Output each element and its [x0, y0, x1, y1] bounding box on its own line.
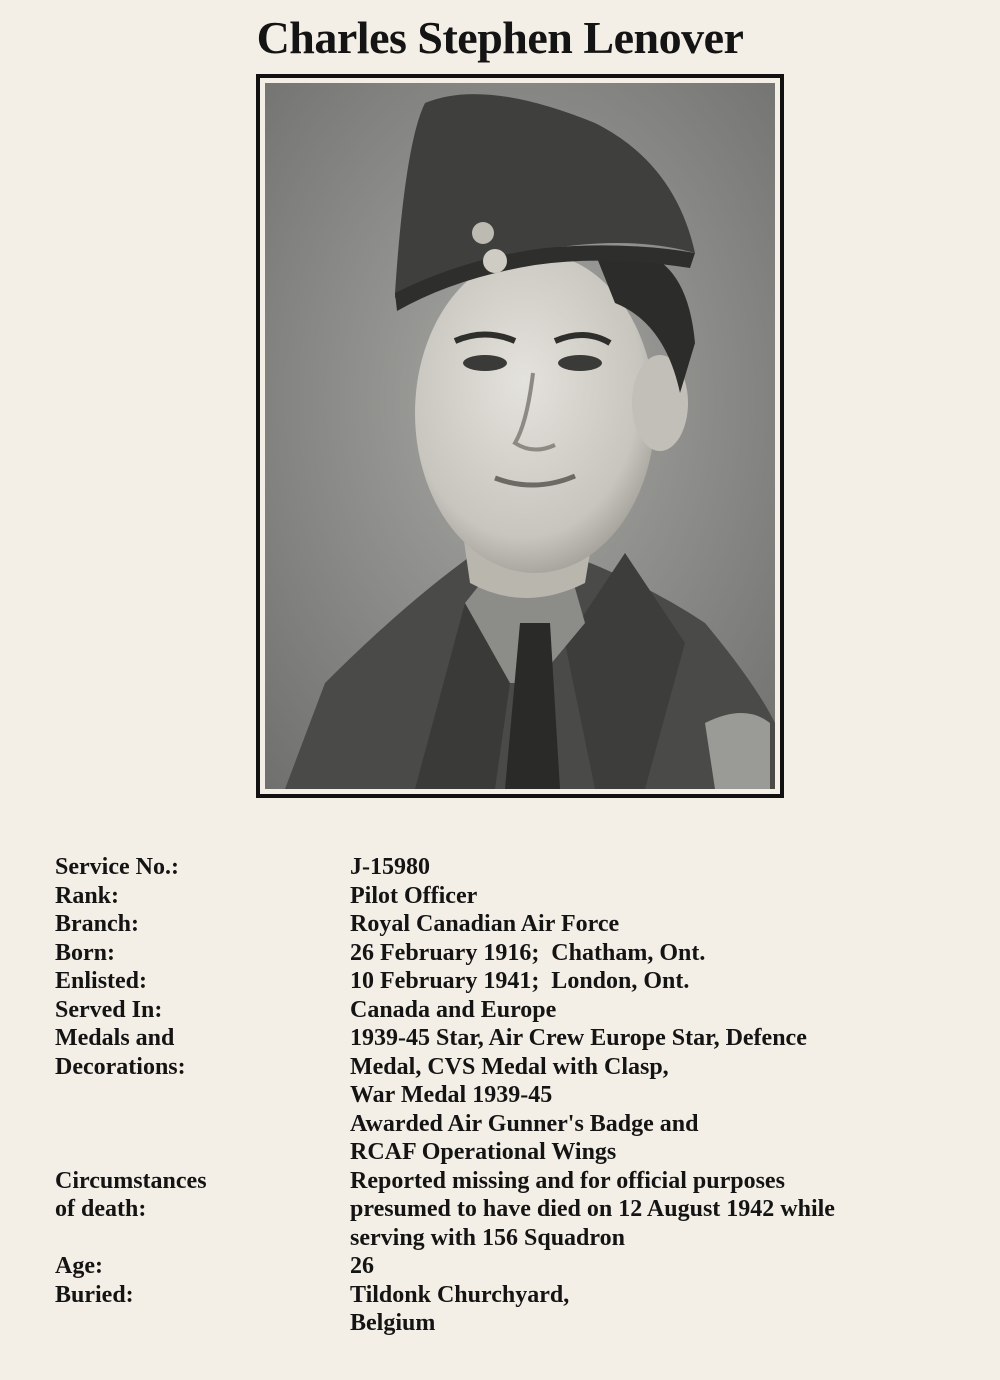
detail-row-buried: [55, 1281, 955, 1338]
detail-row-rank: [55, 882, 955, 911]
page-title: Charles Stephen Lenover: [256, 12, 744, 63]
detail-value: J-15980: [350, 854, 430, 880]
portrait-photo: [265, 83, 775, 789]
service-details: [55, 853, 955, 1338]
detail-label: Medals and Decorations:: [55, 1025, 186, 1080]
detail-row-served-in: [55, 996, 955, 1025]
detail-label: Service No.:: [55, 854, 179, 880]
detail-row-circumstances: [55, 1167, 955, 1253]
detail-label: Born:: [55, 939, 115, 966]
detail-row-age: [55, 1252, 955, 1281]
detail-value: Reported missing and for official purposes presumed to have died on 12 August 1942 while serving with 156 Squadron: [350, 1167, 835, 1251]
detail-row-born: [55, 939, 955, 968]
detail-value: Royal Canadian Air Force: [350, 911, 620, 937]
detail-label: Age:: [55, 1253, 103, 1279]
detail-value: Pilot Officer: [350, 882, 478, 909]
detail-label: Buried:: [55, 1281, 134, 1308]
detail-value: 26: [350, 1253, 374, 1279]
portrait-image: [265, 83, 775, 789]
detail-label: Served In:: [55, 996, 163, 1023]
detail-row-branch: [55, 910, 955, 939]
detail-row-enlisted: [55, 967, 955, 996]
detail-label: Branch:: [55, 911, 139, 937]
detail-label: Circumstances of death:: [55, 1167, 207, 1222]
detail-value: 10 February 1941; London, Ont.: [350, 968, 690, 994]
detail-row-service-no: [55, 853, 955, 882]
detail-row-medals: [55, 1024, 955, 1167]
detail-value: Canada and Europe: [350, 996, 557, 1023]
detail-label: Rank:: [55, 882, 120, 909]
detail-value: Tildonk Churchyard, Belgium: [350, 1281, 570, 1336]
detail-value: 26 February 1916; Chatham, Ont.: [350, 939, 706, 966]
portrait-frame: [256, 74, 784, 798]
detail-label: Enlisted:: [55, 968, 148, 994]
detail-value: 1939-45 Star, Air Crew Europe Star, Defence Medal, CVS Medal with Clasp, War Medal 1939-45 Awarded Air Gunner's Badge and RCAF Operational Wings: [350, 1025, 807, 1165]
